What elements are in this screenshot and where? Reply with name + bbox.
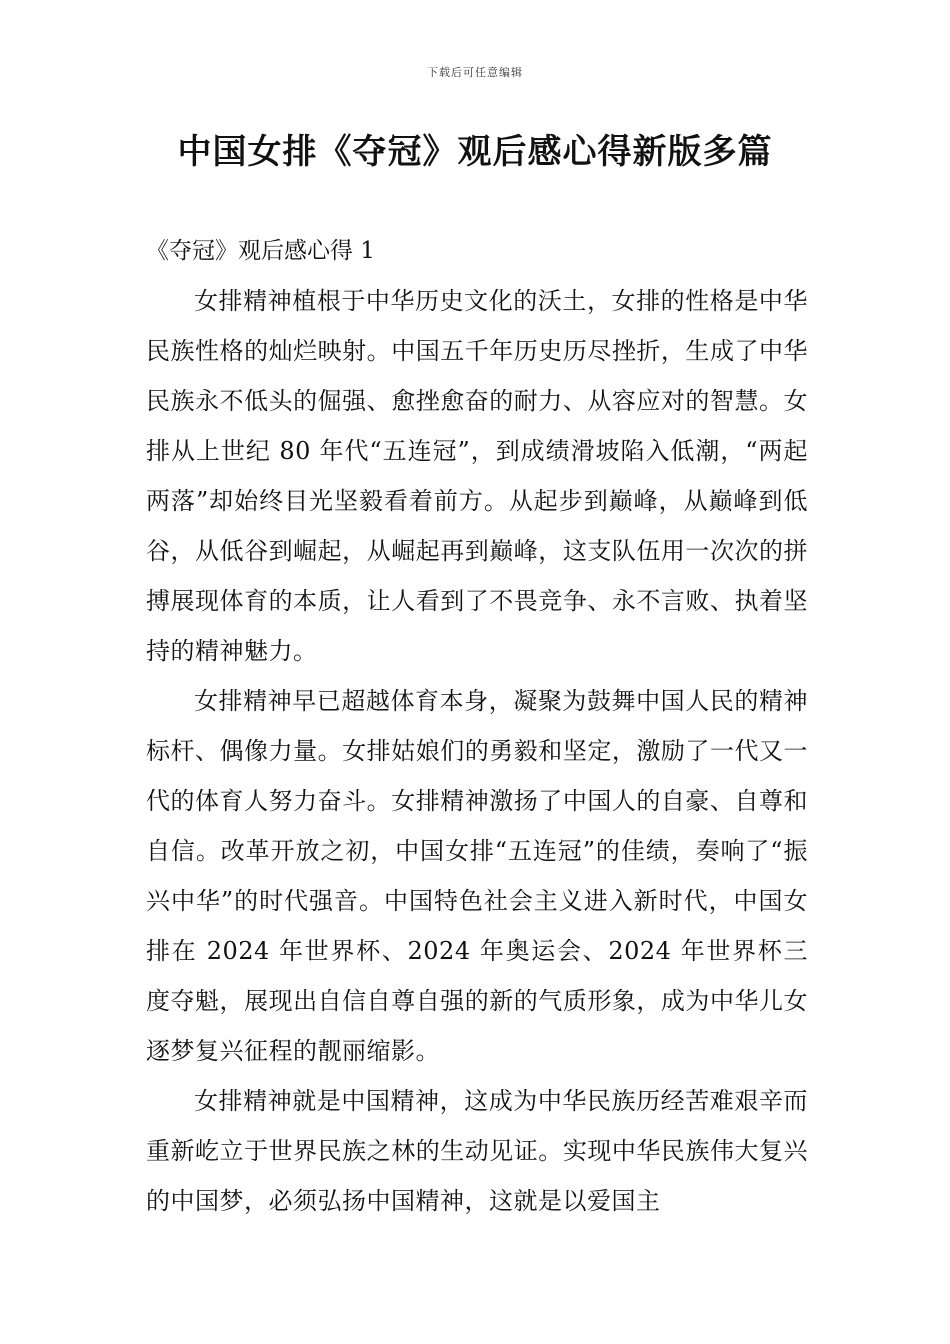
header-note: 下载后可任意编辑 [427, 66, 523, 79]
paragraph-3: 女排精神就是中国精神，这成为中华民族历经苦难艰辛而重新屹立于世界民族之林的生动见证。实现中华民族伟大复兴的中国梦，必须弘扬中国精神，这就是以爱国主 [146, 1087, 808, 1215]
section-heading: 《夺冠》观后感心得 1 [146, 238, 375, 264]
document-body [146, 228, 808, 1226]
document-title: 中国女排《夺冠》观后感心得新版多篇 [177, 132, 773, 172]
paragraph-1: 女排精神植根于中华历史文化的沃土，女排的性格是中华民族性格的灿烂映射。中国五千年历史历尽挫折，生成了中华民族永不低头的倔强、愈挫愈奋的耐力、从容应对的智慧。女排从上世纪 80 年代“五连冠”，到成绩滑坡陷入低潮，“两起两落”却始终目光坚毅看着前方。从起步到巅峰，从巅峰到低谷，从低谷到崛起，从崛起再到巅峰，这支队伍用一次次的拼搏展现体育的本质，让人看到了不畏竞争、永不言败、执着坚持的精神魅力。 [146, 287, 808, 665]
paragraph-2: 女排精神早已超越体育本身，凝聚为鼓舞中国人民的精神标杆、偶像力量。女排姑娘们的勇毅和坚定，激励了一代又一代的体育人努力奋斗。女排精神激扬了中国人的自豪、自尊和自信。改革开放之初，中国女排“五连冠”的佳绩，奏响了“振兴中华”的时代强音。中国特色社会主义进入新时代，中国女排在 2024 年世界杯、2024 年奥运会、2024 年世界杯三度夺魁，展现出自信自尊自强的新的气质形象，成为中华儿女逐梦复兴征程的靓丽缩影。 [146, 687, 808, 1065]
